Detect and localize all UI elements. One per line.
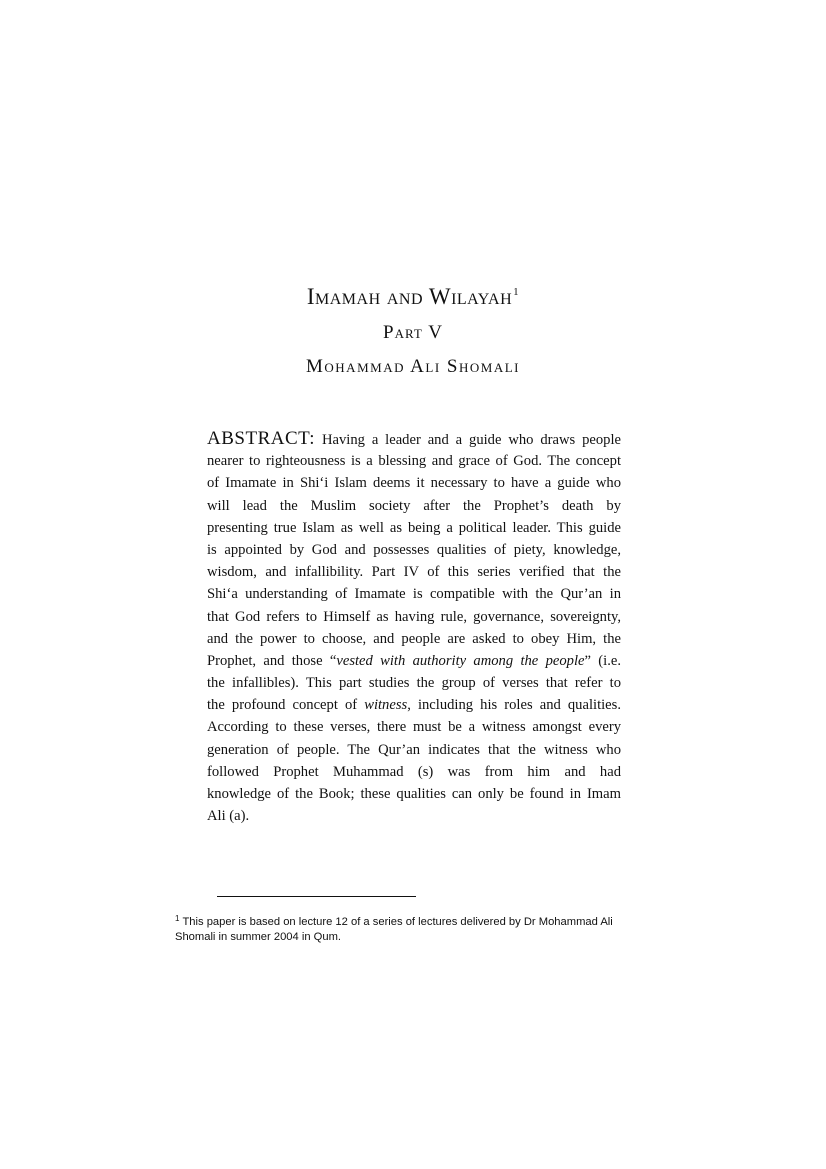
part-subtitle: Part V [383, 322, 443, 343]
abstract-line: nearer to righteousness is a blessing and grace of God. The concept [207, 453, 621, 470]
footnote-divider [217, 896, 416, 897]
abstract-line: that God refers to Himself as having rule, governance, sovereignty, [207, 608, 621, 625]
abstract-line [207, 428, 621, 450]
paper-title [0, 284, 826, 310]
abstract-line: knowledge of the Book; these qualities can only be found in Imam [207, 786, 621, 802]
abstract [207, 428, 621, 827]
abstract-line: Prophet, and those “vested with authority among the people” (i.e. [207, 652, 621, 669]
paper-title-text: Imamah and Wilayah [306, 284, 513, 309]
abstract-line: the infallibles). This part studies the group of verses that refer to [207, 675, 621, 692]
footnote-marker: 1 [175, 914, 180, 923]
author-name: Mohammad Ali Shomali [306, 356, 520, 377]
abstract-line: presenting true Islam as well as being a political leader. This guide [207, 519, 621, 536]
abstract-line: and the power to choose, and people are asked to obey Him, the [207, 630, 621, 647]
abstract-line: followed Prophet Muhammad (s) was from him and had [207, 763, 621, 780]
abstract-label: ABSTRACT: [207, 428, 316, 449]
abstract-line: is appointed by God and possesses qualities of piety, knowledge, [207, 541, 621, 558]
abstract-line: generation of people. The Qur’an indicates that the witness who [207, 741, 621, 758]
abstract-line: Ali (a). [207, 808, 250, 825]
footnote-text: This paper is based on lecture 12 of a series of lectures delivered by Dr Mohammad Ali Shomali in summer 2004 in Qum. [175, 916, 613, 943]
abstract-line: wisdom, and infallibility. Part IV of this series verified that the [207, 564, 621, 581]
abstract-line: will lead the Muslim society after the Prophet’s death by [207, 497, 621, 514]
title-footnote-marker[interactable]: 1 [513, 286, 520, 298]
abstract-emphasis: vested with authority among the people [336, 652, 585, 669]
footnote [175, 911, 653, 945]
abstract-line-text: Having a leader and a guide who draws people [321, 432, 621, 448]
abstract-line: According to these verses, there must be a witness amongst every [207, 719, 621, 736]
abstract-line: Shi‘a understanding of Imamate is compatible with the Qur’an in [207, 586, 621, 603]
abstract-line: of Imamate in Shi‘i Islam deems it necessary to have a guide who [207, 475, 621, 492]
abstract-emphasis: witness [364, 697, 408, 714]
abstract-line: the profound concept of witness, including his roles and qualities. [207, 697, 621, 714]
